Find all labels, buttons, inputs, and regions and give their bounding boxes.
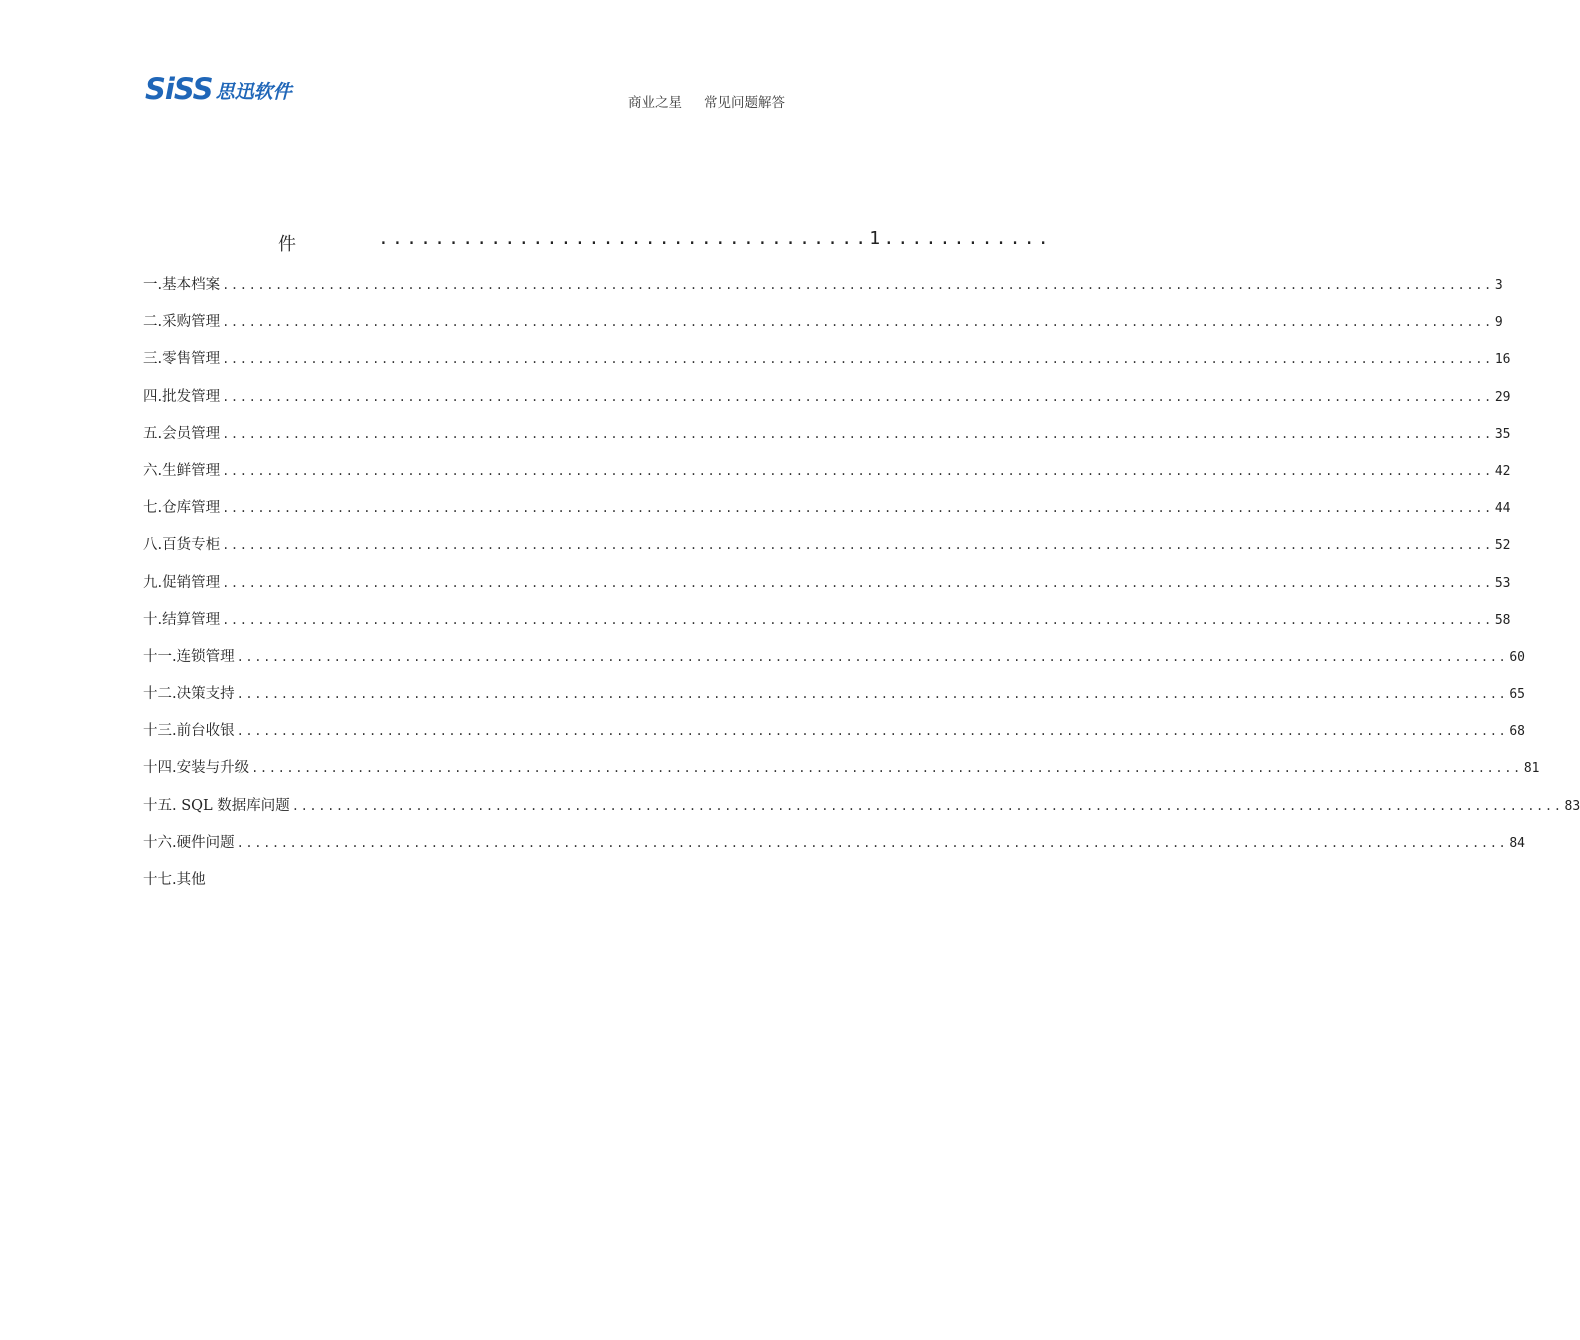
toc-entry[interactable] xyxy=(143,533,1511,570)
toc-leader-dots xyxy=(222,315,1493,329)
toc-entry-title: 一.基本档案 xyxy=(143,277,221,293)
toc-leader-dots xyxy=(237,724,1508,738)
toc-entry-page: 60 xyxy=(1509,649,1526,665)
toc-entry-title: 三.零售管理 xyxy=(143,351,221,368)
toc-entry-title: 八.百货专柜 xyxy=(143,537,221,554)
toc-entry-page: 83 xyxy=(1564,798,1580,814)
toc-entry-title: 四.批发管理 xyxy=(143,388,221,405)
toc-leader-dots xyxy=(222,538,1493,552)
toc-entry-title: 十五. SQL 数据库问题 xyxy=(143,797,290,814)
toc-entry[interactable] xyxy=(143,310,1503,347)
toc-leader-dots xyxy=(251,761,1522,775)
toc-leader-dots xyxy=(222,278,1493,292)
toc-entry-title: 十一.连锁管理 xyxy=(143,648,235,665)
toc-entry-title: 十二.决策支持 xyxy=(143,686,235,703)
toc-entry[interactable] xyxy=(143,645,1526,682)
toc-entry[interactable] xyxy=(143,496,1511,533)
toc-leader-dots xyxy=(237,687,1508,701)
toc-entry-page: 53 xyxy=(1494,575,1511,591)
toc-entry-page: 9 xyxy=(1494,315,1503,331)
toc-entry-page: 84 xyxy=(1509,835,1526,851)
toc-entry-title: 二.采购管理 xyxy=(143,314,221,331)
logo-mark: SiSS xyxy=(145,72,213,106)
product-name: 商业之星 xyxy=(628,95,682,111)
toc-leader-dots xyxy=(222,464,1493,478)
toc-leader-dots xyxy=(292,799,1563,813)
toc-leader-dots xyxy=(222,576,1493,590)
toc-entry-page: 16 xyxy=(1494,352,1511,368)
toc-entry-title: 十六.硬件问题 xyxy=(143,834,235,851)
toc-entry-page: 42 xyxy=(1494,463,1511,479)
toc-entry-page: 52 xyxy=(1494,538,1511,554)
toc-entry-title: 五.会员管理 xyxy=(143,425,221,442)
toc-entry[interactable] xyxy=(143,719,1526,756)
toc-entry[interactable] xyxy=(143,273,1503,310)
toc-entry-title: 九.促销管理 xyxy=(143,574,221,591)
toc-entry[interactable] xyxy=(143,831,1526,868)
toc-entry[interactable] xyxy=(143,347,1511,384)
toc-entry-title: 十七.其他 xyxy=(143,872,206,888)
toc-entry-page: 3 xyxy=(1494,278,1503,293)
toc-entry-title: 十三.前台收银 xyxy=(143,723,235,740)
toc-leader-dots xyxy=(222,390,1493,404)
toc-entry-page: 58 xyxy=(1494,612,1511,628)
toc-leader-dots xyxy=(237,650,1508,664)
toc-entry[interactable] xyxy=(143,459,1511,496)
toc-entry[interactable] xyxy=(143,868,802,905)
company-logo xyxy=(145,72,292,106)
toc-entry-page: 81 xyxy=(1523,761,1540,777)
toc-entry[interactable] xyxy=(143,385,1511,422)
toc-entry[interactable] xyxy=(143,422,1511,459)
toc-entry[interactable] xyxy=(143,756,1540,793)
toc-entry[interactable] xyxy=(143,571,1511,608)
toc-entry-title: 七.仓库管理 xyxy=(143,500,221,517)
toc-entry[interactable] xyxy=(143,682,1526,719)
document-title: 常见问题解答 xyxy=(704,95,785,111)
toc-leader-dots xyxy=(237,836,1508,850)
toc-entry[interactable] xyxy=(143,794,1580,831)
logo-text: 思迅软件 xyxy=(215,81,292,103)
table-of-contents xyxy=(143,273,1580,905)
toc-entry-title: 十四.安装与升级 xyxy=(143,760,250,777)
toc-entry[interactable] xyxy=(143,608,1511,645)
toc-heading-leader: ...................................1............ xyxy=(378,228,1052,249)
toc-leader-dots xyxy=(222,427,1493,441)
page-header-title xyxy=(628,91,785,111)
toc-entry-page: 35 xyxy=(1494,426,1511,442)
toc-entry-page: 65 xyxy=(1509,687,1526,703)
toc-leader-dots xyxy=(222,501,1493,515)
toc-entry-page: 68 xyxy=(1509,724,1526,740)
toc-entry-title: 十.结算管理 xyxy=(143,611,221,628)
toc-leader-dots xyxy=(222,613,1493,627)
toc-leader-dots xyxy=(222,352,1493,366)
toc-heading-line xyxy=(0,228,1052,255)
toc-entry-page: 44 xyxy=(1494,501,1511,517)
toc-entry-title: 六.生鲜管理 xyxy=(143,462,221,479)
toc-heading-title: 件 xyxy=(278,234,296,255)
toc-entry-page: 29 xyxy=(1494,389,1511,405)
